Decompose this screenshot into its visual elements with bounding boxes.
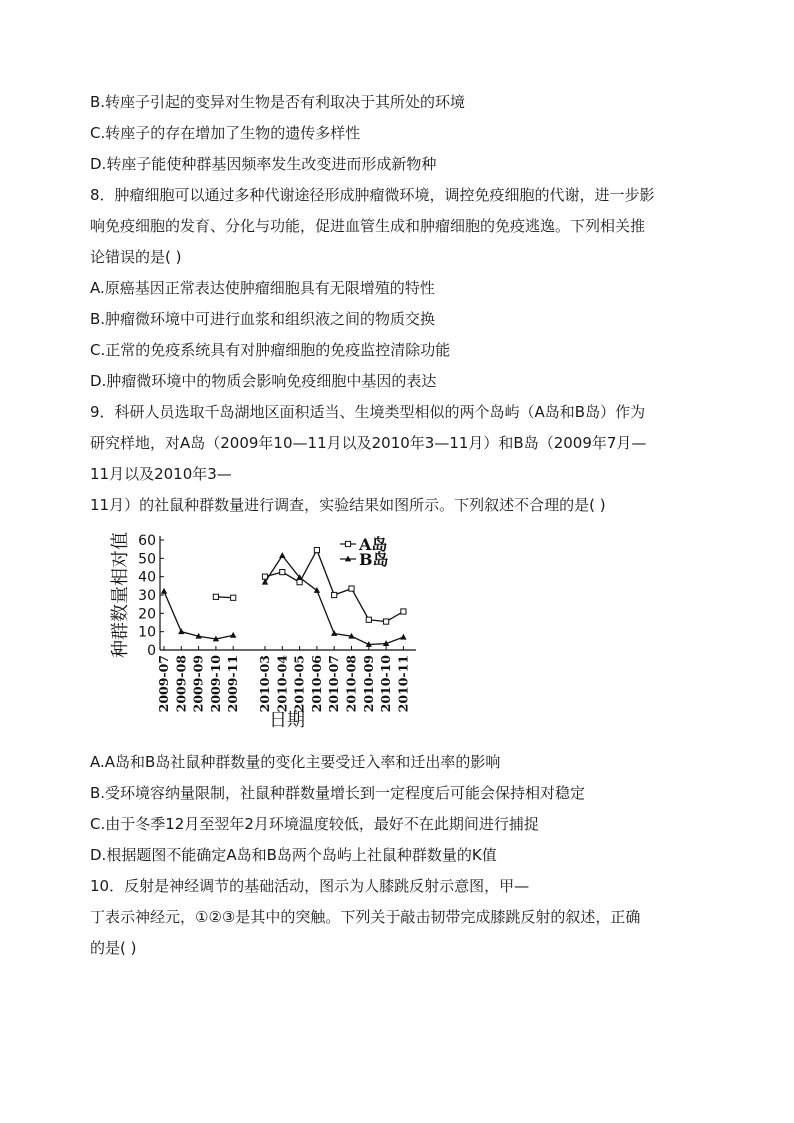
data-point-b bbox=[161, 588, 167, 594]
data-point-b bbox=[279, 552, 285, 558]
x-tick-label: 2009-08 bbox=[173, 655, 189, 713]
q9-option-c: C.由于冬季12月至翌年2月环境温度较低，最好不在此期间进行捕捉 bbox=[90, 815, 539, 833]
data-point-a bbox=[231, 595, 236, 600]
y-tick-label: 20 bbox=[138, 606, 156, 623]
population-line-chart bbox=[104, 526, 434, 736]
q9-option-a: A.A岛和B岛社鼠种群数量的变化主要受迁入率和迁出率的影响 bbox=[90, 753, 501, 771]
y-tick-label: 60 bbox=[138, 533, 156, 549]
x-tick-label: 2010-08 bbox=[343, 655, 359, 713]
x-tick-label: 2010-07 bbox=[326, 655, 342, 713]
data-point-a bbox=[314, 547, 319, 552]
q8-option-b: B.肿瘤微环境中可进行血浆和组织液之间的物质交换 bbox=[90, 310, 436, 328]
data-point-b bbox=[400, 634, 406, 640]
x-tick-label: 2009-11 bbox=[225, 655, 241, 713]
q8-stem-line-3: 论错误的是( ) bbox=[90, 248, 182, 266]
q9-stem-line-2: 研究样地，对A岛（2009年10—11月以及2010年3—11月）和B岛（2009年7月— bbox=[90, 434, 647, 452]
y-axis-label: 种群数量相对值 bbox=[110, 532, 131, 658]
x-tick-label: 2010-11 bbox=[395, 655, 411, 713]
x-tick-label: 2009-07 bbox=[156, 655, 171, 713]
q7-option-d: D.转座子能使种群基因频率发生改变进而形成新物种 bbox=[90, 155, 437, 173]
x-tick-label: 2009-09 bbox=[190, 655, 206, 713]
data-point-a bbox=[332, 592, 337, 597]
x-tick-label: 2010-10 bbox=[378, 655, 394, 713]
q9-stem-line-1: 9．科研人员选取千岛湖地区面积适当、生境类型相似的两个岛屿（A岛和B岛）作为 bbox=[90, 403, 646, 421]
data-point-b bbox=[178, 628, 184, 634]
q9-option-d: D.根据题图不能确定A岛和B岛两个岛屿上社鼠种群数量的K值 bbox=[90, 846, 497, 864]
q9-stem-line-3: 11月以及2010年3— bbox=[90, 465, 232, 483]
y-tick-label: 50 bbox=[138, 551, 156, 568]
q10-stem-line-1: 10．反射是神经调节的基础活动，图示为人膝跳反射示意图，甲— bbox=[90, 877, 530, 895]
data-point-b bbox=[331, 630, 337, 636]
legend-label: A岛 bbox=[359, 535, 388, 554]
y-tick-label: 40 bbox=[138, 569, 156, 586]
q9-stem-line-4: 11月）的社鼠种群数量进行调查，实验结果如图所示。下列叙述不合理的是( ) bbox=[90, 496, 606, 514]
data-point-a bbox=[213, 594, 218, 599]
x-axis-label: 日期 bbox=[269, 710, 305, 731]
y-tick-label: 10 bbox=[138, 624, 156, 641]
y-tick-label: 0 bbox=[147, 643, 156, 659]
data-point-a bbox=[384, 619, 389, 624]
q8-stem-line-2: 响免疫细胞的发育、分化与功能，促进血管生成和肿瘤细胞的免疫逃逸。下列相关推 bbox=[90, 217, 646, 235]
q10-stem-line-2: 丁表示神经元，①②③是其中的突触。下列关于敲击韧带完成膝跳反射的叙述，正确 bbox=[90, 908, 641, 926]
x-tick-label: 2010-04 bbox=[274, 655, 290, 713]
data-point-a bbox=[366, 617, 371, 622]
legend-marker-square bbox=[345, 541, 350, 546]
data-point-b bbox=[230, 632, 236, 638]
q9-option-b: B.受环境容纳量限制，社鼠种群数量增长到一定程度后可能会保持相对稳定 bbox=[90, 784, 586, 802]
x-tick-label: 2010-09 bbox=[360, 655, 376, 713]
q8-option-c: C.正常的免疫系统具有对肿瘤细胞的免疫监控清除功能 bbox=[90, 341, 451, 359]
data-point-a bbox=[280, 569, 285, 574]
data-point-b bbox=[314, 587, 320, 593]
y-tick-label: 30 bbox=[138, 588, 156, 604]
legend-label: B岛 bbox=[359, 550, 389, 569]
document-page bbox=[90, 92, 710, 969]
x-tick-label: 2010-06 bbox=[308, 655, 324, 713]
q8-option-a: A.原癌基因正常表达使肿瘤细胞具有无限增殖的特性 bbox=[90, 279, 435, 297]
population-chart bbox=[104, 526, 434, 736]
q10-stem-line-3: 的是( ) bbox=[90, 939, 137, 957]
q8-stem-line-1: 8．肿瘤细胞可以通过多种代谢途径形成肿瘤微环境，调控免疫细胞的代谢，进一步影 bbox=[90, 186, 655, 204]
q8-option-d: D.肿瘤微环境中的物质会影响免疫细胞中基因的表达 bbox=[90, 372, 437, 390]
data-point-a bbox=[297, 580, 302, 585]
data-point-a bbox=[401, 609, 406, 614]
x-tick-label: 2010-03 bbox=[257, 655, 272, 713]
q7-option-b: B.转座子引起的变异对生物是否有利取决于其所处的环境 bbox=[90, 93, 466, 111]
series-line-b bbox=[164, 591, 233, 639]
q7-option-c: C.转座子的存在增加了生物的遗传多样性 bbox=[90, 124, 361, 142]
data-point-a bbox=[349, 586, 354, 591]
x-tick-label: 2010-05 bbox=[291, 655, 307, 713]
x-tick-label: 2009-10 bbox=[207, 655, 223, 713]
